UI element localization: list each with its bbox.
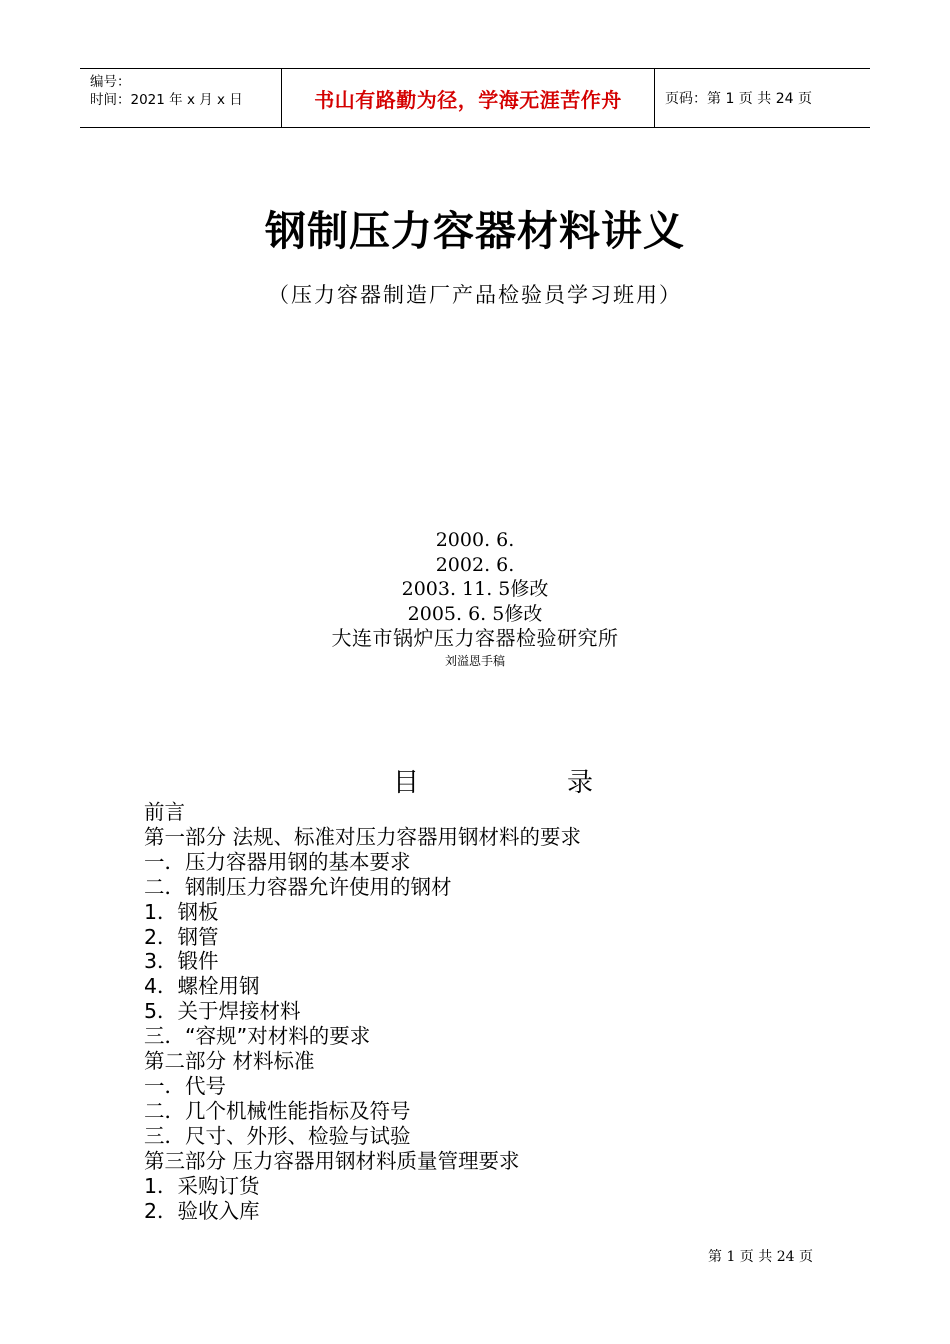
toc-item: 第一部分 法规、标准对压力容器用钢材料的要求 <box>144 824 582 849</box>
revision-line: 2002. 6. <box>435 553 515 576</box>
toc-item: 4．螺栓用钢 <box>144 974 260 999</box>
toc-list <box>144 800 581 1223</box>
toc-item: 二．几个机械性能指标及符号 <box>144 1098 411 1123</box>
toc-item: 1．采购订货 <box>144 1173 260 1198</box>
toc-item: 第二部分 材料标准 <box>144 1049 315 1074</box>
header-motto: 书山有路勤为径，学海无涯苦作舟 <box>314 87 622 112</box>
author-note: 刘溢恩手稿 <box>444 653 505 668</box>
toc-item: 一．压力容器用钢的基本要求 <box>144 849 411 874</box>
document-number-label: 编号： <box>90 74 131 90</box>
header-page-cell <box>655 69 870 127</box>
revision-line: 2005. 6. 5修改 <box>407 602 543 625</box>
toc-heading <box>393 762 593 799</box>
toc-item: 第三部分 压力容器用钢材料质量管理要求 <box>144 1148 520 1173</box>
toc-item: 二．钢制压力容器允许使用的钢材 <box>144 874 452 899</box>
toc-item: 5．关于焊接材料 <box>144 999 301 1024</box>
toc-item: 三．“容规”对材料的要求 <box>144 1024 371 1049</box>
header-page-info: 页码：第 1 页 共 24 页 <box>665 91 812 107</box>
revision-line: 2003. 11. 5修改 <box>401 578 549 600</box>
footer-page-number: 第 1 页 共 24 页 <box>708 1249 813 1265</box>
toc-item: 1．钢板 <box>144 899 219 924</box>
header-motto-cell <box>282 69 655 127</box>
toc-item: 3．锻件 <box>144 949 219 974</box>
document-subtitle: （压力容器制造厂产品检验员学习班用） <box>268 283 682 307</box>
header-table <box>80 68 870 128</box>
document-date-label: 时间：2021 年 x 月 x 日 <box>90 92 243 108</box>
toc-item: 2．钢管 <box>144 924 219 949</box>
toc-heading-left: 目 <box>393 768 420 798</box>
document-title: 钢制压力容器材料讲义 <box>265 207 685 255</box>
revision-line: 2000. 6. <box>435 529 515 551</box>
toc-heading-right: 录 <box>566 768 593 798</box>
organization-name: 大连市锅炉压力容器检验研究所 <box>331 626 619 650</box>
header-meta-cell <box>80 69 282 127</box>
toc-item: 一．代号 <box>144 1073 226 1098</box>
toc-item: 三．尺寸、外形、检验与试验 <box>144 1123 411 1148</box>
toc-item: 2．验收入库 <box>144 1198 260 1223</box>
revision-block <box>0 528 950 669</box>
toc-item: 前言 <box>144 800 185 824</box>
